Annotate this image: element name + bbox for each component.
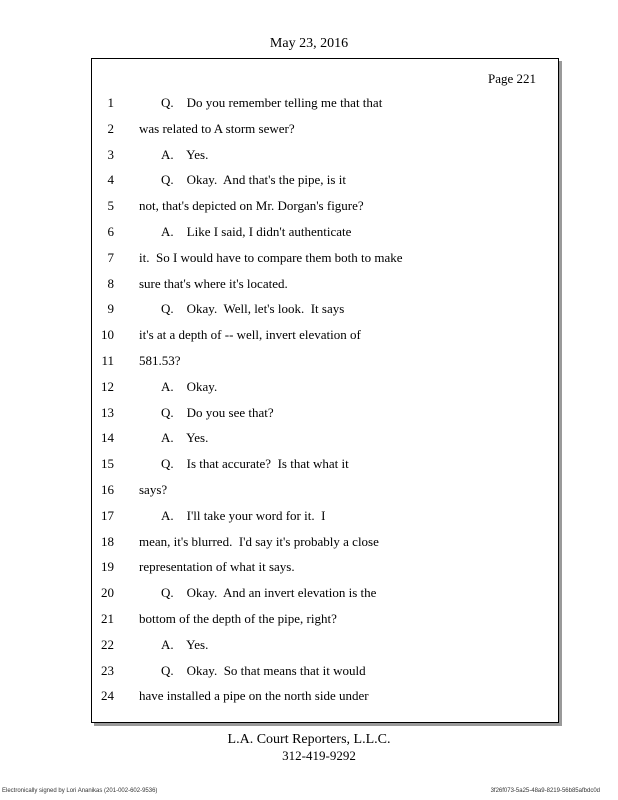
line-text: 581.53?	[139, 353, 181, 368]
line-number: 10	[101, 327, 114, 343]
line-number: 15	[101, 456, 114, 472]
line-number: 21	[101, 611, 114, 626]
transcript-line	[92, 430, 558, 448]
line-text: A. Yes.	[161, 636, 209, 652]
line-number: 6	[107, 224, 114, 239]
line-text: A. Okay.	[161, 378, 218, 394]
transcript-line	[92, 482, 558, 500]
line-number: 20	[101, 585, 114, 601]
line-number: 14	[101, 430, 114, 446]
line-number: 23	[101, 662, 114, 678]
transcript-line	[92, 585, 558, 603]
line-text: representation of what it says.	[139, 559, 295, 575]
transcript-line	[92, 172, 558, 190]
transcript-line	[92, 301, 558, 319]
transcript-line	[92, 508, 558, 526]
line-number: 1	[107, 95, 114, 110]
line-number: 18	[101, 533, 114, 549]
line-text: Q. Okay. So that means that it would	[161, 662, 366, 678]
line-text: A. Like I said, I didn't authenticate	[161, 224, 352, 239]
line-text: Q. Do you remember telling me that that	[161, 95, 383, 110]
line-text: Q. Okay. And an invert elevation is the	[161, 585, 377, 601]
transcript-line	[92, 456, 558, 474]
line-number: 12	[101, 378, 114, 394]
page-number: Page 221	[487, 71, 536, 86]
transcript-line	[92, 637, 558, 655]
line-text: sure that's where it's located.	[139, 275, 288, 291]
transcript-line	[92, 121, 558, 139]
transcript-line	[92, 559, 558, 577]
line-number: 13	[101, 404, 114, 420]
line-number: 4	[107, 172, 114, 188]
transcript-line	[92, 379, 558, 397]
line-text: mean, it's blurred. I'd say it's probably a close	[139, 533, 379, 549]
line-number: 8	[107, 275, 114, 291]
signature-left: Electronically signed by Lori Ananikas (201-002-602-9536)	[2, 788, 158, 794]
transcript-line	[92, 327, 558, 345]
line-text: Q. Is that accurate? Is that what it	[161, 456, 349, 472]
line-number: 2	[107, 120, 114, 136]
transcript-page	[91, 58, 559, 723]
transcript-line	[92, 198, 558, 216]
line-number: 5	[107, 198, 114, 214]
line-number: 24	[101, 688, 114, 704]
line-text: was related to A storm sewer?	[139, 120, 295, 136]
line-text: A. Yes.	[161, 146, 209, 162]
line-text: have installed a pipe on the north side under	[139, 688, 369, 704]
line-text: says?	[139, 482, 168, 497]
line-number: 7	[107, 249, 114, 265]
line-text: A. Yes.	[161, 430, 209, 446]
line-text: Q. Do you see that?	[161, 404, 274, 420]
line-text: Q. Okay. Well, let's look. It says	[161, 301, 345, 317]
transcript-line	[92, 534, 558, 552]
line-text: it's at a depth of -- well, invert elevation of	[139, 327, 361, 343]
transcript-line	[92, 353, 558, 371]
transcript-line	[92, 611, 558, 629]
signature-right: 3f26f073-5a25-48a9-8219-56b85afbdc0d	[490, 788, 600, 794]
transcript-line	[92, 250, 558, 268]
transcript-line	[92, 147, 558, 165]
footer-phone: 312-419-9292	[282, 748, 356, 763]
line-number: 11	[101, 353, 114, 368]
transcript-line	[92, 405, 558, 423]
line-number: 16	[101, 482, 114, 497]
line-number: 3	[107, 146, 114, 162]
header-date: May 23, 2016	[269, 36, 349, 51]
line-number: 17	[101, 507, 114, 523]
line-number: 9	[107, 301, 114, 317]
transcript-line	[92, 688, 558, 706]
footer-company: L.A. Court Reporters, L.L.C.	[227, 732, 391, 747]
line-text: Q. Okay. And that's the pipe, is it	[161, 172, 346, 188]
line-text: bottom of the depth of the pipe, right?	[139, 611, 337, 626]
line-text: A. I'll take your word for it. I	[161, 507, 326, 523]
line-number: 19	[101, 559, 114, 575]
transcript-line	[92, 95, 558, 113]
transcript-line	[92, 276, 558, 294]
line-number: 22	[101, 636, 114, 652]
line-text: not, that's depicted on Mr. Dorgan's figure?	[139, 198, 364, 214]
line-text: it. So I would have to compare them both to make	[139, 249, 403, 265]
transcript-line	[92, 663, 558, 681]
transcript-line	[92, 224, 558, 242]
